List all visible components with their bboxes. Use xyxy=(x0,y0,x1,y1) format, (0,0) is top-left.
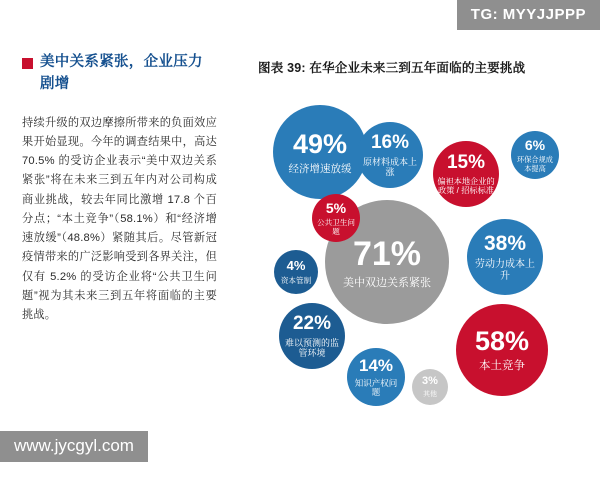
bubble-percent: 15% xyxy=(446,152,486,174)
bubble-12 xyxy=(412,369,448,405)
bubble-2 xyxy=(456,304,548,396)
bubble-9 xyxy=(511,131,559,179)
article-heading-row xyxy=(22,52,217,96)
bubble-label: 劳动力成本上升 xyxy=(475,259,535,282)
bubble-percent: 16% xyxy=(370,132,410,154)
bubble-percent: 4% xyxy=(286,257,306,273)
bubble-percent: 38% xyxy=(483,231,527,255)
bullet-square-icon xyxy=(22,58,33,69)
bubble-6 xyxy=(357,122,423,188)
bubble-percent: 14% xyxy=(358,355,394,375)
bubble-7 xyxy=(433,141,499,207)
bubble-5 xyxy=(279,303,345,369)
bubble-4 xyxy=(467,219,543,295)
bubble-label: 公共卫生问题 xyxy=(317,217,355,236)
bubble-label: 其他 xyxy=(423,390,437,398)
article-column xyxy=(22,52,217,325)
bubble-percent: 6% xyxy=(524,137,546,154)
bubble-percent: 3% xyxy=(422,375,438,388)
bubble-label: 资本管制 xyxy=(280,275,312,285)
telegram-watermark: TG: MYYJJPPP xyxy=(457,0,600,30)
bubble-label: 难以预测的监管环境 xyxy=(284,338,339,359)
bubble-10 xyxy=(312,194,360,242)
page-title: 美中关系紧张，企业压力剧增 xyxy=(40,54,203,92)
bubble-label: 原材料成本上涨 xyxy=(362,157,417,178)
bubble-label: 环保合规成本提高 xyxy=(517,155,553,173)
bubble-label: 美中双边关系紧张 xyxy=(343,276,431,289)
bubble-chart xyxy=(240,82,590,412)
bubble-3 xyxy=(273,105,367,199)
bubble-percent: 58% xyxy=(474,326,530,357)
bubble-label: 本土竞争 xyxy=(479,360,525,373)
bubble-8 xyxy=(347,348,405,406)
bubble-label: 偏袒本地企业的政策 / 招标标准 xyxy=(437,177,495,196)
bubble-percent: 71% xyxy=(352,234,422,273)
site-watermark: www.jycgyl.com xyxy=(0,431,148,462)
bubble-label: 经济增速放缓 xyxy=(288,162,352,175)
bubble-label: 知识产权问题 xyxy=(354,377,398,398)
bubble-percent: 49% xyxy=(292,128,348,159)
bubble-percent: 5% xyxy=(325,199,347,216)
chart-title: 图表 39: 在华企业未来三到五年面临的主要挑战 xyxy=(258,61,526,75)
article-body: 持续升级的双边摩擦所带来的负面效应果开始显现。今年的调查结果中，高达 70.5% 的受访企业表示“美中双边关系紧张”将在未来三到五年内对公司构成商业挑战，较去年同比激增 17.8 个百分点；“本土竞争”（58.1%）和“经济增速放缓”（48.8%）紧随其后。尽管新冠疫情带来的广泛影响受到各界关注，但仅有 5.2% 的受访企业将“公共卫生问题”视为其未来三到五年将面临的主要挑战。 xyxy=(22,116,217,322)
bubble-11 xyxy=(274,250,318,294)
bubble-percent: 22% xyxy=(292,313,332,335)
